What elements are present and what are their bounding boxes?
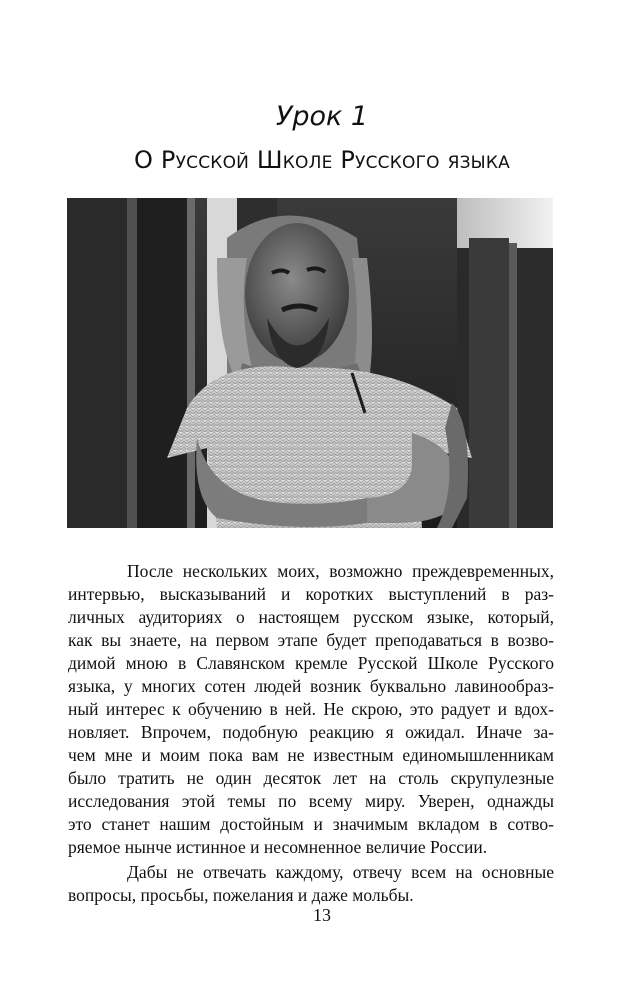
- body-line: как вы знаете, на первом этапе будет преподаваться в возво-: [68, 630, 554, 650]
- portrait-photo: [67, 198, 553, 528]
- body-line: личных аудиториях о настоящем русском языке, который,: [68, 607, 554, 627]
- body-line: исследования этой темы по всему миру. Уверен, однажды: [68, 791, 554, 811]
- body-line: После нескольких моих, возможно преждевременных,: [127, 561, 554, 581]
- body-line: вопросы, просьбы, пожелания и даже мольбы.: [68, 885, 414, 905]
- portrait-illustration: [67, 198, 553, 528]
- lesson-label: Урок 1: [275, 101, 369, 132]
- body-line: чем мне и моим пока вам не известным единомышленникам: [68, 745, 554, 765]
- body-line: языка, у многих сотен людей возник буквально лавинообраз-: [68, 676, 554, 696]
- body-line: димой мною в Славянском кремле Русской Школе Русского: [68, 653, 554, 673]
- body-line: Дабы не отвечать каждому, отвечу всем на основные: [127, 862, 554, 882]
- body-line: ряемое нынче истинное и несомненное величие России.: [68, 837, 488, 857]
- body-text: [68, 560, 554, 907]
- body-line: это станет нашим достойным и значимым вкладом в сотво-: [68, 814, 554, 834]
- page-number: 13: [313, 905, 331, 925]
- body-line: было тратить не один десяток лет на столь скрупулезные: [68, 768, 554, 788]
- body-line: ный интерес к обучению в ней. Не скрою, это радует и вдох-: [68, 699, 554, 719]
- body-line: интервью, высказываний и коротких выступлений в раз-: [68, 584, 554, 604]
- lesson-title: О Русской Школе Русского языка: [134, 146, 510, 174]
- body-line: новляет. Впрочем, подобную реакцию я ожидал. Иначе за-: [68, 722, 554, 742]
